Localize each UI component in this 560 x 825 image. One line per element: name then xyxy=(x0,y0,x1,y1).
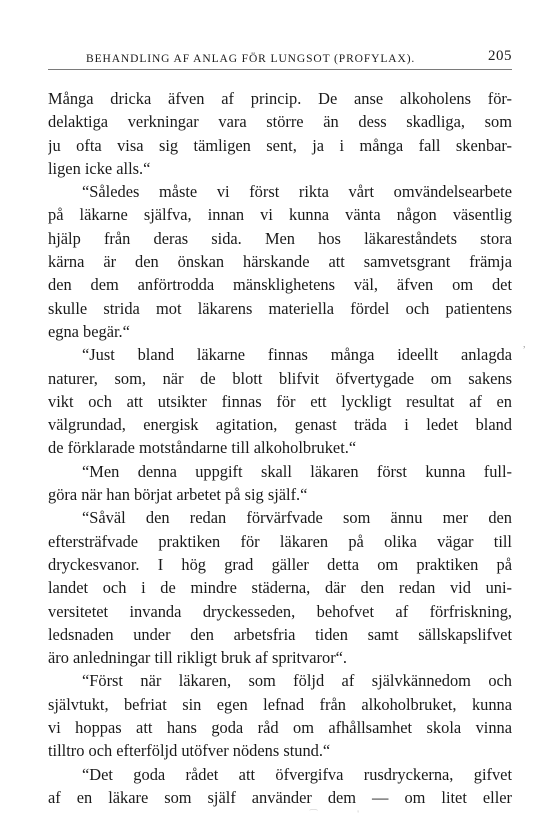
text-line: vikt och att utsikter finnas för ett lyckligt resultat af en xyxy=(48,391,512,411)
text-line: af en läkare som själf använder dem — om litet eller xyxy=(48,787,512,807)
text-line: naturer, som, när de blott blifvit öfvertygade om sakens xyxy=(48,368,512,388)
text-line: självtukt, befriat sin egen lefnad från alkoholbruket, kunna xyxy=(48,694,512,714)
text-line: göra när han börjat arbetet på sig själf.“ xyxy=(48,485,308,505)
text-line: “Först när läkaren, som följd af självkännedom och xyxy=(82,671,512,691)
text-line: eftersträfvade praktiken för läkaren på olika vägar till xyxy=(48,531,512,551)
text-line: ju ofta visa sig tämligen sent, ja i många fall skenbar- xyxy=(48,135,512,155)
text-line: “Men denna uppgift skall läkaren först kunna full- xyxy=(82,461,512,481)
text-line: egna begär.“ xyxy=(48,321,130,341)
text-line: de förklarade motståndarne till alkoholbruket.“ xyxy=(48,438,357,458)
running-head xyxy=(48,44,512,70)
text-line: ledsnaden under den arbetsfria tiden samt sällskapslifvet xyxy=(48,624,512,644)
text-line: äro anledningar till rikligt bruk af spritvaror“. xyxy=(48,648,348,668)
text-line: kärna är den önskan härskande att samvetsgrant främja xyxy=(48,252,512,272)
text-line: “Således måste vi först rikta vårt omvändelsearbete xyxy=(82,182,512,202)
text-line: ligen icke alls.“ xyxy=(48,158,151,178)
bottom-specks-icon: ⁀' xyxy=(310,809,399,819)
text-line: vi hoppas att hans goda råd om afhållsamhet skola vinna xyxy=(48,718,512,738)
text-line: skulle strida mot läkarens materiella fördel och patientens xyxy=(48,298,512,318)
text-line: välgrundad, energisk agitation, genast träda i ledet bland xyxy=(48,415,512,435)
text-line: hjälp från deras sida. Men hos läkareståndets stora xyxy=(48,228,512,248)
text-line: den dem anförtrodda mänsklighetens väl, äfven om det xyxy=(48,275,512,295)
text-line: “Såväl den redan förvärfvade som ännu mer den xyxy=(82,508,512,528)
text-line: på läkarne själfva, innan vi kunna vänta någon väsentlig xyxy=(48,205,512,225)
text-line: “Just bland läkarne finnas många ideellt anlagda xyxy=(82,345,512,365)
text-line: landet och i de mindre städerna, där den redan vid uni- xyxy=(48,578,512,598)
page-number: 205 xyxy=(488,48,512,64)
text-line: dryckesvanor. I hög grad gäller detta om praktiken på xyxy=(48,554,512,574)
text-line: Många dricka äfven af princip. De anse alkoholens för- xyxy=(48,89,512,108)
text-line: versitetet invanda dryckesseden, behofvet af förfriskning, xyxy=(48,601,512,621)
text-line: tilltro och efterföljd utöfver nödens stund.“ xyxy=(48,741,331,761)
text-line: delaktiga verkningar vara större än dess skadliga, som xyxy=(48,112,512,132)
running-head-title: BEHANDLING AF ANLAG FÖR LUNGSOT (PROFYLAX). xyxy=(86,53,416,65)
text-line: “Det goda rådet att öfvergifva rusdryckerna, gifvet xyxy=(82,764,512,784)
body-text xyxy=(48,87,512,809)
margin-speck-icon: , xyxy=(523,339,526,350)
